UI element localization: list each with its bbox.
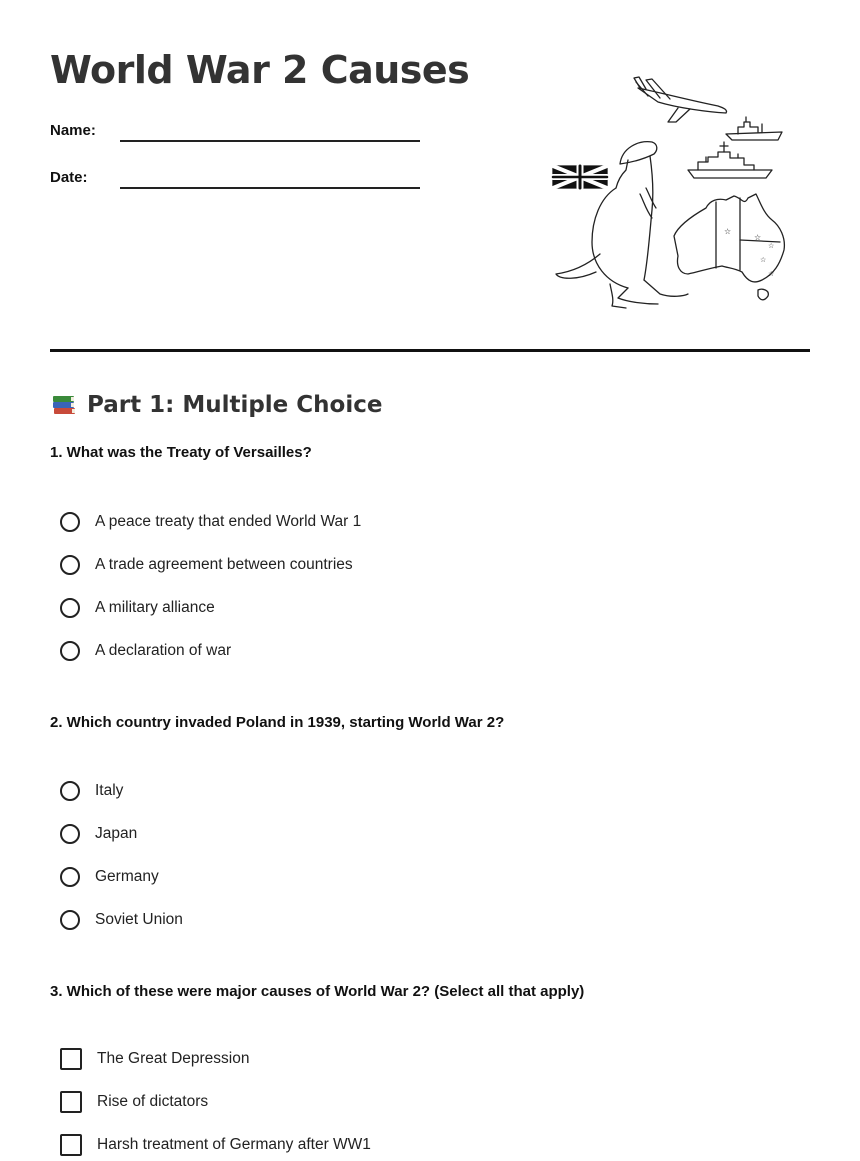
- option-label: Harsh treatment of Germany after WW1: [97, 1136, 371, 1153]
- q2-option-1[interactable]: [60, 778, 123, 804]
- date-label: Date:: [50, 169, 88, 186]
- radio-button[interactable]: [60, 781, 80, 801]
- option-label: Italy: [95, 782, 124, 799]
- q1-option-3[interactable]: [60, 595, 215, 621]
- radio-button[interactable]: [60, 910, 80, 930]
- date-field: [50, 163, 430, 193]
- airplane-icon: [634, 77, 727, 122]
- q2-option-4[interactable]: [60, 907, 183, 933]
- svg-text:☆: ☆: [768, 243, 775, 250]
- union-jack-flag-icon: [553, 166, 607, 188]
- radio-button[interactable]: [60, 598, 80, 618]
- q1-option-2[interactable]: [60, 552, 353, 578]
- q3-option-3[interactable]: [60, 1132, 371, 1158]
- q3-option-2[interactable]: [60, 1089, 208, 1115]
- question-2: 2. Which country invaded Poland in 1939, starting World War 2?: [50, 714, 505, 731]
- option-label: The Great Depression: [97, 1050, 250, 1067]
- part1-title-text: Part 1: Multiple Choice: [87, 392, 383, 418]
- ww2-australia-illustration: [548, 70, 798, 320]
- battleship-icon: [688, 142, 772, 178]
- q2-option-3[interactable]: [60, 864, 159, 890]
- radio-button[interactable]: [60, 824, 80, 844]
- option-label: Japan: [95, 825, 138, 842]
- svg-text:☆: ☆: [768, 271, 775, 278]
- name-label: Name:: [50, 122, 96, 139]
- checkbox[interactable]: [60, 1048, 82, 1070]
- name-line[interactable]: [120, 140, 420, 142]
- warship-icon: [726, 117, 782, 140]
- checkbox[interactable]: [60, 1091, 82, 1113]
- radio-button[interactable]: [60, 867, 80, 887]
- question-3: 3. Which of these were major causes of World War 2? (Select all that apply): [50, 983, 585, 1000]
- option-label: A trade agreement between countries: [95, 556, 353, 573]
- worksheet-title: World War 2 Causes: [50, 48, 470, 92]
- option-label: A declaration of war: [95, 642, 232, 659]
- q2-option-2[interactable]: [60, 821, 137, 847]
- q3-option-1[interactable]: [60, 1046, 250, 1072]
- checkbox[interactable]: [60, 1134, 82, 1156]
- name-field: [50, 116, 430, 146]
- q1-option-4[interactable]: [60, 638, 231, 664]
- header-divider: [50, 349, 810, 352]
- option-label: A military alliance: [95, 599, 215, 616]
- svg-text:☆: ☆: [724, 227, 732, 236]
- option-label: Germany: [95, 868, 159, 885]
- option-label: A peace treaty that ended World War 1: [95, 513, 362, 530]
- radio-button[interactable]: [60, 512, 80, 532]
- option-label: Rise of dictators: [97, 1093, 209, 1110]
- radio-button[interactable]: [60, 641, 80, 661]
- part1-title: [50, 388, 382, 422]
- date-line[interactable]: [120, 187, 420, 189]
- option-label: Soviet Union: [95, 911, 183, 928]
- svg-text:☆: ☆: [754, 233, 762, 242]
- question-1: 1. What was the Treaty of Versailles?: [50, 444, 312, 461]
- radio-button[interactable]: [60, 555, 80, 575]
- books-icon: [50, 391, 78, 419]
- australia-map-icon: [674, 194, 784, 300]
- svg-text:☆: ☆: [760, 257, 767, 264]
- q1-option-1[interactable]: [60, 509, 361, 535]
